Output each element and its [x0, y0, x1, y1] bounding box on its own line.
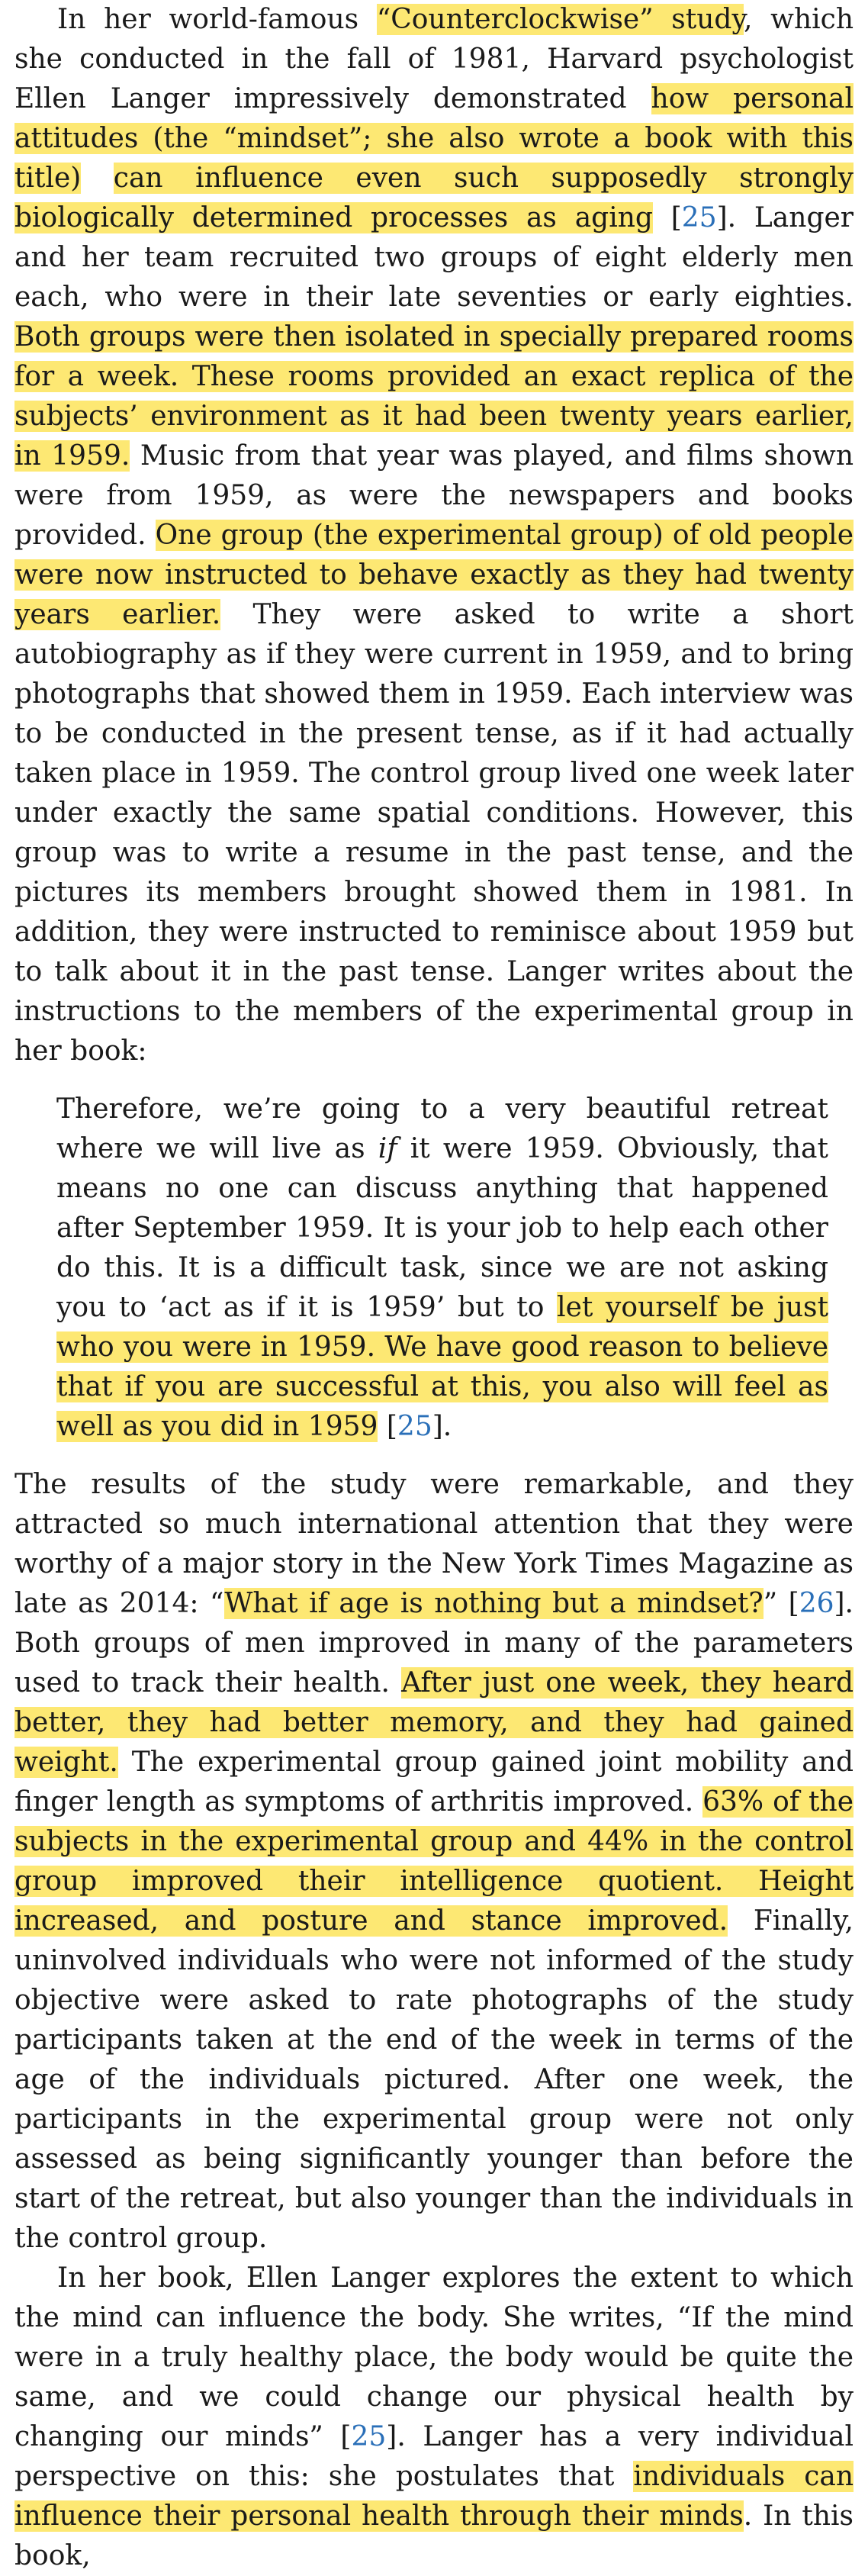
citation-link[interactable]: 25 — [681, 202, 717, 233]
text-run: ]. Langer and her team recruited two groups of eight elderly men each, who were in their late seventies or early eighties. — [14, 202, 854, 313]
paragraph-mind-body — [14, 2259, 854, 2576]
text-run: [ — [652, 202, 682, 233]
text-run: In her book, Ellen Langer explores the extent to which the mind can influence the body. She writes, “If the mind were in a truly healthy place, the body would be quite the same, and we could change our physical health by changing our minds” [ — [14, 2262, 854, 2452]
text-run: The results of the study were remarkable, and they attracted so much international attention that they were worthy of a major story in the New York Times Magazine as late as 2014: “ — [14, 1469, 854, 1619]
text-run: Finally, uninvolved individuals who were not informed of the study objective were asked to rate photographs of the study participants taken at the end of the week in terms of the age of the individuals pictured. After one week, the participants in the experimental group were not only assessed as being significantly younger than before the start of the retreat, but also younger than the individuals in the control group. — [14, 1905, 854, 2254]
highlighted-text: individuals can influence their personal health through their minds — [14, 2461, 854, 2532]
text-run: it were 1959. Obviously, that means no one can discuss anything that happened after September 1959. It is your job to help each other do this. It is a difficult task, since we are not asking you to ‘act as if it is 1959’ but to — [56, 1133, 828, 1323]
paragraph-study-results — [14, 1465, 854, 2259]
highlighted-text: “Counterclockwise” study — [376, 4, 744, 35]
citation-link[interactable]: 26 — [799, 1588, 834, 1619]
text-run: Therefore, we’re going to a very beautiful retreat where we will live as — [56, 1093, 828, 1164]
paragraph-counterclockwise-study — [14, 0, 854, 1071]
emphasis-text: if — [378, 1133, 397, 1164]
highlighted-text: What if age is nothing but a mindset? — [224, 1588, 764, 1619]
text-run — [81, 163, 113, 194]
citation-link[interactable]: 25 — [397, 1411, 432, 1442]
text-run: ” [ — [763, 1588, 799, 1619]
block-quote-langer-instructions — [56, 1090, 828, 1447]
text-run: Music from that year was played, and films shown were from 1959, as were the newspapers and books provided. — [14, 440, 854, 551]
citation-link[interactable]: 25 — [351, 2421, 387, 2452]
highlighted-text: Both groups were then isolated in specially prepared rooms for a week. These rooms provided an exact replica of the subjects’ environment as it had been twenty years earlier, in 1959. — [14, 321, 854, 472]
text-run: The experimental group gained joint mobility and finger length as symptoms of arthritis improved. — [14, 1747, 854, 1818]
text-run: . In this book, — [14, 2500, 854, 2571]
text-run: ]. — [432, 1411, 452, 1442]
highlighted-text: how personal attitudes (the “mindset”; she also wrote a book with this title) — [14, 83, 854, 194]
text-run: They were asked to write a short autobiography as if they were current in 1959, and to bring photographs that showed them in 1959. Each interview was to be conducted in the present tense, as if it had actually taken place in 1959. The control group lived one week later under exactly the same spatial conditions. However, this group was to write a resume in the past tense, and the pictures its members brought showed them in 1981. In addition, they were instructed to reminisce about 1959 but to talk about it in the past tense. Langer writes about the instructions to the members of the experimental group in her book: — [14, 599, 854, 1067]
text-run: ]. Langer has a very individual perspective on this: she postulates that — [14, 2421, 854, 2492]
text-run: In her world-famous — [57, 4, 377, 35]
highlighted-text: After just one week, they heard better, they had better memory, and they had gained weight. — [14, 1667, 854, 1778]
highlighted-text: let yourself be just who you were in 1959. We have good reason to believe that if you are successful at this, you also will feel as well as you did in 1959 — [56, 1292, 828, 1442]
highlighted-text: 63% of the subjects in the experimental group and 44% in the control group improved their intelligence quotient. Height increased, and posture and stance improved. — [14, 1786, 854, 1937]
text-run: [ — [378, 1411, 397, 1442]
highlighted-text: can influence even such supposedly strongly biologically determined processes as aging — [14, 163, 854, 233]
text-run: , which she conducted in the fall of 1981, Harvard psychologist Ellen Langer impressively demonstrated — [14, 4, 854, 114]
text-run: ]. Both groups of men improved in many of the parameters used to track their health. — [14, 1588, 854, 1699]
highlighted-text: One group (the experimental group) of old people were now instructed to behave exactly as they had twenty years earlier. — [14, 520, 854, 630]
